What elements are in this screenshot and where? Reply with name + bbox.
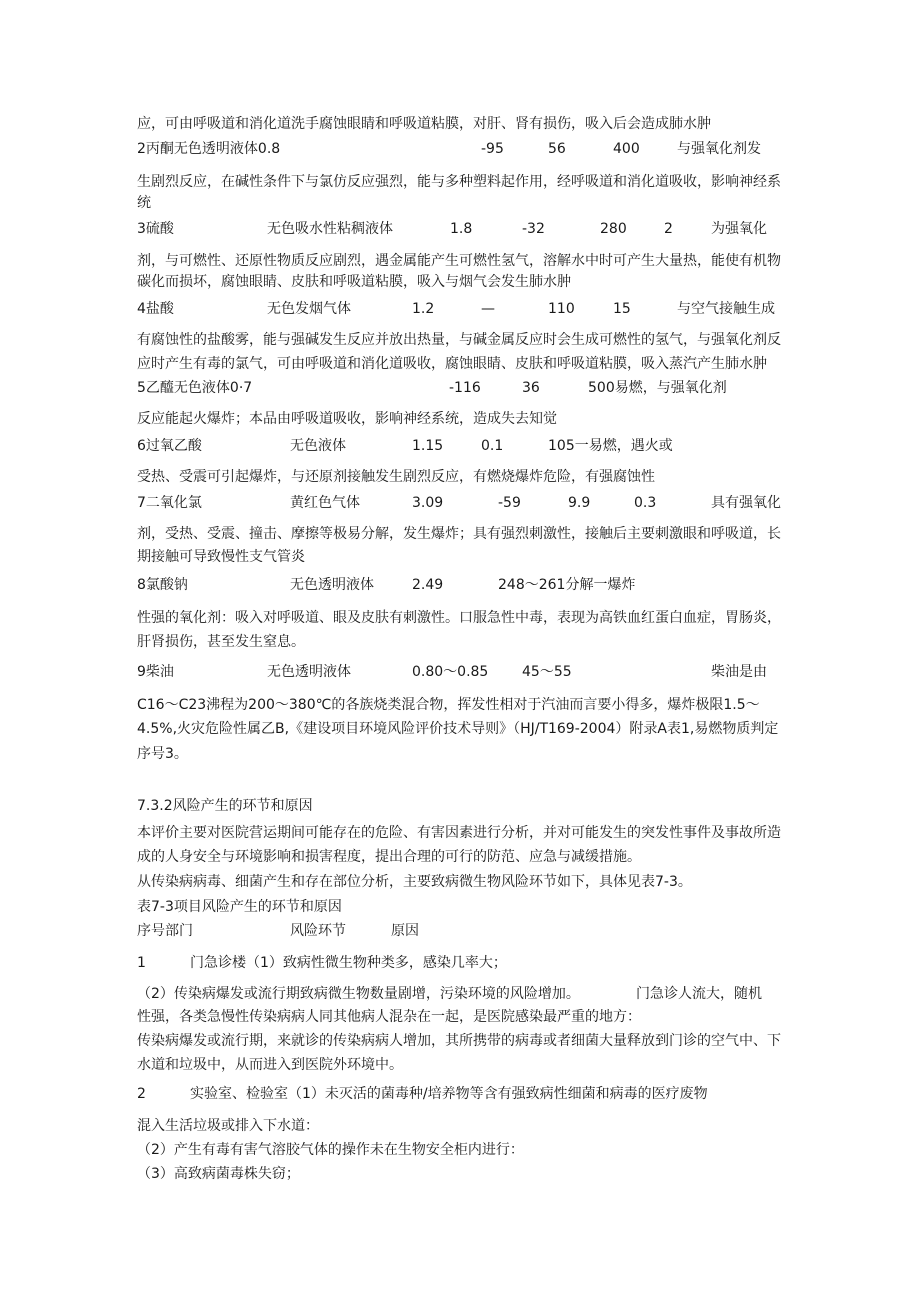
text-line: 反应能起火爆炸；本品由呼吸道吸收，影响神经系统，造成失去知觉 xyxy=(137,411,557,427)
cell-boiling: 280 xyxy=(600,221,627,237)
cell-boiling: 56 xyxy=(548,141,566,157)
text-line: 肝肾损伤，甚至发生窒息。 xyxy=(137,634,305,650)
cell-name: 2丙酮无色透明液体0.8 xyxy=(137,141,281,157)
cell-state: 无色液体 xyxy=(290,438,346,454)
text-line: 生剧烈反应，在碱性条件下与氯仿反应强烈，能与多种塑料起作用，经呼吸道和消化道吸收，影响神经系 xyxy=(137,174,781,190)
text-line: （2）产生有毒有害气溶胶气体的操作未在生物安全柜内进行： xyxy=(137,1142,524,1158)
cell-name: 9柴油 xyxy=(137,664,174,680)
cell-name: 3硫酸 xyxy=(137,221,174,237)
cell-density: 1.8 xyxy=(450,221,473,237)
text-line: 传染病爆发或流行期，来就诊的传染病病人增加，其所携带的病毒或者细菌大量释放到门诊的空气中、下 xyxy=(137,1033,781,1049)
text-line: 有腐蚀性的盐酸雾，能与强碱发生反应并放出热量，与碱金属反应时会生成可燃性的氢气，与强氧化剂反 xyxy=(137,332,781,348)
text-line: C16～C23沸程为200～380℃的各族烧类混合物，挥发性相对于汽油而言要小得多，爆炸极限1.5～ xyxy=(137,697,760,713)
cell-density: 1.2 xyxy=(412,301,435,317)
cell-state: 无色吸水性粘稠液体 xyxy=(267,221,393,237)
text-line: 应时产生有毒的氯气，可由呼吸道和消化道吸收，腐蚀眼睛、皮肤和呼吸道粘膜，吸入蒸汽产生肺水肿 xyxy=(137,356,767,372)
cell-state: 黄红色气体 xyxy=(290,495,360,511)
cell-value: 400 xyxy=(613,141,640,157)
cell-name: 5乙醯无色液体0·7 xyxy=(137,380,253,396)
text-line: 混入生活垃圾或排入下水道： xyxy=(137,1118,319,1134)
row-number: 1 xyxy=(137,955,146,971)
header-col: 序号部门 xyxy=(137,923,193,939)
row-text: 门急诊人流大，随机 xyxy=(636,986,762,1002)
cell-hazard: 为强氧化 xyxy=(711,221,767,237)
text-line: 本评价主要对医院营运期间可能存在的危险、有害因素进行分析，并对可能发生的突发性事件及事故所造 xyxy=(137,825,781,841)
text-line: 性强的氧化剂：吸入对呼吸道、眼及皮肤有刺激性。口服急性中毒，表现为高铁血红蛋白血症，胃肠炎， xyxy=(137,610,781,626)
text-line: 剂，与可燃性、还原性物质反应剧烈，遇金属能产生可燃性氢气，溶解水中时可产生大量热，能使有机物 xyxy=(137,253,781,269)
cell-melting: -116 xyxy=(449,380,481,396)
cell-value: 15 xyxy=(613,301,631,317)
cell-melting: -32 xyxy=(522,221,545,237)
cell-melting: -95 xyxy=(481,141,504,157)
text-line: 统 xyxy=(137,195,151,211)
text-line: （3）高致病菌毒株失窃； xyxy=(137,1166,300,1182)
cell-name: 4盐酸 xyxy=(137,301,174,317)
cell-boiling: 110 xyxy=(548,301,575,317)
row-number: 2 xyxy=(137,1086,146,1102)
cell-boiling: 9.9 xyxy=(568,495,591,511)
text-line: 从传染病病毒、细菌产生和存在部位分析，主要致病微生物风险环节如下，具体见表7-3。 xyxy=(137,874,692,890)
cell-hazard: 248～261分解一爆炸 xyxy=(498,577,636,593)
cell-state: 无色发烟气体 xyxy=(267,301,351,317)
cell-name: 6过氧乙酸 xyxy=(137,438,202,454)
cell-value: 2 xyxy=(664,221,673,237)
text-line: 碳化而损坏，腐蚀眼睛、皮肤和呼吸道粘膜，吸入与烟气会发生肺水肿 xyxy=(137,274,571,290)
cell-state: 无色透明液体 xyxy=(267,664,351,680)
cell-hazard: 柴油是由 xyxy=(711,664,767,680)
cell-hazard: 与空气接触生成 xyxy=(677,301,775,317)
cell-density: 0.80～0.85 xyxy=(412,664,489,680)
text-line: 序号3。 xyxy=(137,746,188,762)
cell-boiling: 45～55 xyxy=(522,664,572,680)
cell-state: 无色透明液体 xyxy=(290,577,374,593)
cell-hazard: 500易燃，与强氧化剂 xyxy=(588,380,727,396)
cell-density: 3.09 xyxy=(412,495,444,511)
cell-hazard: 105一易燃，遇火或 xyxy=(548,438,673,454)
header-col: 风险环节 xyxy=(290,923,346,939)
row-text: 门急诊楼（1）致病性微生物种类多，感染几率大； xyxy=(190,955,507,971)
text-line: 期接触可导致慢性支气管炎 xyxy=(137,549,305,565)
cell-value: 0.3 xyxy=(634,495,657,511)
text-line: 4.5%,火灾危险性属乙B,《建设项目环境风险评价技术导则》（HJ/T169-2004）附录A表1,易燃物质判定 xyxy=(137,721,779,737)
text-line: 性强，各类急慢性传染病病人同其他病人混杂在一起，是医院感染最严重的地方： xyxy=(137,1009,641,1025)
cell-density: 1.15 xyxy=(412,438,444,454)
text-line: 受热、受震可引起爆炸，与还原剂接触发生剧烈反应，有燃烧爆炸危险，有强腐蚀性 xyxy=(137,469,655,485)
text-line: 应，可由呼吸道和消化道洗手腐蚀眼睛和呼吸道粘膜，对肝、肾有损伤，吸入后会造成肺水肿 xyxy=(137,116,711,132)
text-line: 成的人身安全与环境影响和损害程度，提出合理的可行的防范、应急与减缓措施。 xyxy=(137,849,641,865)
text-line: 剂，受热、受震、撞击、摩擦等极易分解，发生爆炸；具有强烈刺激性，接触后主要刺激眼和呼吸道，长 xyxy=(137,526,781,542)
text-line: 水道和垃圾中，从而进入到医院外环境中。 xyxy=(137,1057,403,1073)
cell-hazard: 与强氧化剂发 xyxy=(677,141,761,157)
cell-hazard: 具有强氧化 xyxy=(711,495,781,511)
cell-boiling: 36 xyxy=(522,380,540,396)
table-caption: 表7-3项目风险产生的环节和原因 xyxy=(137,899,342,915)
header-col: 原因 xyxy=(391,923,419,939)
row-text: 实验室、检验室（1）未灭活的菌毒种/培养物等含有强致病性细菌和病毒的医疗废物 xyxy=(190,1086,708,1102)
cell-name: 7二氧化氯 xyxy=(137,495,202,511)
cell-melting: 0.1 xyxy=(481,438,504,454)
cell-melting: -59 xyxy=(498,495,521,511)
cell-melting: — xyxy=(481,301,495,317)
cell-name: 8氯酸钠 xyxy=(137,577,188,593)
row-text: （2）传染病爆发或流行期致病微生物数量剧增，污染环境的风险增加。 xyxy=(137,986,580,1002)
section-heading: 7.3.2风险产生的环节和原因 xyxy=(137,798,313,814)
cell-density: 2.49 xyxy=(412,577,444,593)
